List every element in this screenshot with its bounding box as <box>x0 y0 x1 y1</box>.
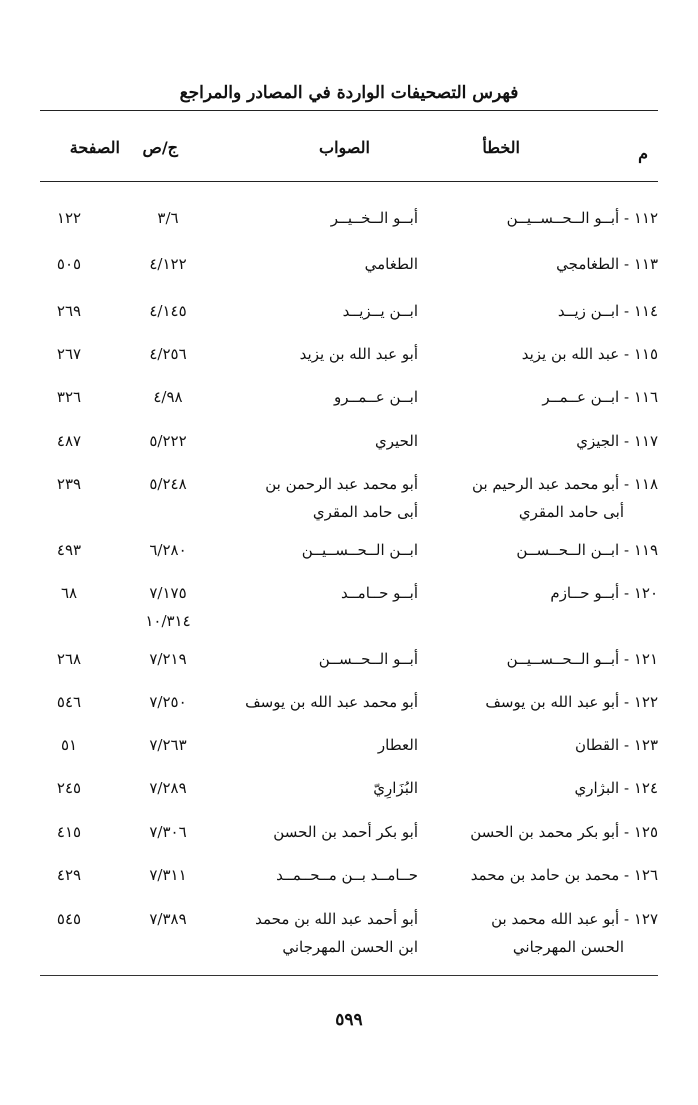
column-header-wrong: الخطأ <box>482 138 520 157</box>
wrong-cell <box>430 250 658 278</box>
wrong-cell <box>430 340 658 368</box>
page-cell <box>40 579 98 607</box>
column-header-volume-page: ج/ص <box>142 138 178 157</box>
correct-cell <box>218 340 418 368</box>
page-cell-line: ٢٦٩ <box>56 302 82 320</box>
wrong-cell-line-2: الحسن المهرجاني <box>512 938 624 956</box>
column-header-correct: الصواب <box>319 138 370 157</box>
page-cell <box>40 250 98 278</box>
page-cell-line: ٥٤٥ <box>56 910 82 928</box>
correct-cell-line: الطغامي <box>364 255 418 273</box>
correct-cell-line-2: أبى حامد المقري <box>312 503 418 521</box>
wrong-cell <box>430 905 658 961</box>
wrong-cell <box>430 579 658 607</box>
page-cell <box>40 297 98 325</box>
correct-cell-line: أبو محمد عبد الله بن يوسف <box>245 693 418 711</box>
volume-page-cell-line-2: ١٠/٣١٤ <box>145 612 191 630</box>
wrong-cell-line: ١١٧ - الجيزي <box>576 432 658 450</box>
correct-cell-line: ابــن يــزيــد <box>342 302 418 320</box>
correct-cell-line: أبو محمد عبد الرحمن بن <box>265 475 418 493</box>
page-cell-line: ٢٤٥ <box>56 779 82 797</box>
correct-cell <box>218 774 418 802</box>
wrong-cell-line: ١١٦ - ابــن عــمــر <box>542 388 658 406</box>
correct-cell <box>218 536 418 564</box>
volume-page-cell-line: ٤/٢٥٦ <box>149 345 187 363</box>
wrong-cell <box>430 818 658 846</box>
wrong-cell <box>430 536 658 564</box>
volume-page-cell-line: ٤/١٤٥ <box>149 302 187 320</box>
volume-page-cell-line: ٧/٢١٩ <box>149 650 187 668</box>
page-cell <box>40 905 98 933</box>
wrong-cell <box>430 861 658 889</box>
wrong-cell-line: ١٢٢ - أبو عبد الله بن يوسف <box>485 693 658 711</box>
correct-cell <box>218 731 418 759</box>
wrong-cell-line: ١٢٥ - أبو بكر محمد بن الحسن <box>470 823 658 841</box>
wrong-cell-line: ١١٥ - عبد الله بن يزيد <box>521 345 658 363</box>
page-number: ٥٩٩ <box>335 1010 363 1030</box>
wrong-cell <box>430 297 658 325</box>
wrong-cell <box>430 204 658 232</box>
volume-page-cell-line: ٤/٩٨ <box>153 388 183 406</box>
wrong-cell-line: ١٢٠ - أبــو حــازم <box>550 584 658 602</box>
volume-page-cell-line: ٧/١٧٥ <box>149 584 187 602</box>
volume-page-cell <box>118 818 218 846</box>
page-cell <box>40 383 98 411</box>
volume-page-cell <box>118 427 218 455</box>
page-cell <box>40 470 98 498</box>
volume-page-cell-line: ٣/٦ <box>157 209 179 227</box>
page-cell-line: ٤٩٣ <box>56 541 82 559</box>
volume-page-cell <box>118 579 218 635</box>
volume-page-cell <box>118 774 218 802</box>
volume-page-cell-line: ٧/٣١١ <box>149 866 187 884</box>
correct-cell <box>218 427 418 455</box>
page-cell <box>40 774 98 802</box>
wrong-cell-line: ١٢٤ - البژاري <box>574 779 658 797</box>
page-cell-line: ٣٢٦ <box>56 388 82 406</box>
correct-cell <box>218 250 418 278</box>
column-header-number: م <box>638 144 648 163</box>
volume-page-cell <box>118 731 218 759</box>
wrong-cell-line: ١١٨ - أبو محمد عبد الرحيم بن <box>472 475 658 493</box>
correct-cell <box>218 470 418 526</box>
volume-page-cell-line: ٧/٢٨٩ <box>149 779 187 797</box>
volume-page-cell <box>118 204 218 232</box>
correct-cell-line: العطار <box>377 736 418 754</box>
volume-page-cell <box>118 861 218 889</box>
wrong-cell-line: ١١٢ - أبــو الــحــســيــن <box>506 209 658 227</box>
page-cell <box>40 340 98 368</box>
correct-cell <box>218 861 418 889</box>
correct-cell-line: أبــو الــحــســن <box>318 650 418 668</box>
correct-cell <box>218 645 418 673</box>
volume-page-cell-line: ٦/٢٨٠ <box>149 541 187 559</box>
page-title: فهرس التصحيفات الواردة في المصادر والمراجع <box>179 83 519 103</box>
volume-page-cell-line: ٧/٢٥٠ <box>149 693 187 711</box>
wrong-cell <box>430 645 658 673</box>
correct-cell-line: ابــن عــمــرو <box>333 388 418 406</box>
wrong-cell <box>430 383 658 411</box>
page-cell <box>40 645 98 673</box>
correct-cell-line: حــامــد بــن مــحــمــد <box>276 866 418 884</box>
wrong-cell-line: ١٢١ - أبــو الــحــســيــن <box>506 650 658 668</box>
page-cell <box>40 536 98 564</box>
correct-cell-line: الحيري <box>375 432 418 450</box>
page-cell-line: ٤١٥ <box>56 823 82 841</box>
correct-cell <box>218 818 418 846</box>
correct-cell-line-2: ابن الحسن المهرجاني <box>282 938 418 956</box>
correct-cell-line: أبو بكر أحمد بن الحسن <box>273 823 418 841</box>
correct-cell-line: أبــو الــخــيــر <box>330 209 418 227</box>
volume-page-cell-line: ٧/٢٦٣ <box>149 736 187 754</box>
wrong-cell-line: ١١٣ - الطغامجي <box>556 255 658 273</box>
wrong-cell <box>430 688 658 716</box>
wrong-cell <box>430 731 658 759</box>
wrong-cell-line: ١٢٣ - القطان <box>575 736 658 754</box>
page-cell-line: ٤٢٩ <box>56 866 82 884</box>
correct-cell <box>218 204 418 232</box>
wrong-cell-line: ١٢٧ - أبو عبد الله محمد بن <box>491 910 658 928</box>
page-cell-line: ٢٦٨ <box>56 650 82 668</box>
wrong-cell <box>430 470 658 526</box>
volume-page-cell-line: ٥/٢٢٢ <box>149 432 187 450</box>
wrong-cell-line: ١١٤ - ابــن زيــد <box>557 302 658 320</box>
page-cell-line: ٢٣٩ <box>56 475 82 493</box>
correct-cell <box>218 297 418 325</box>
page-cell-line: ٢٦٧ <box>56 345 82 363</box>
correct-cell-line: أبو أحمد عبد الله بن محمد <box>255 910 418 928</box>
volume-page-cell <box>118 688 218 716</box>
page-cell-line: ٦٨ <box>60 584 78 602</box>
page-cell <box>40 731 98 759</box>
page-cell <box>40 688 98 716</box>
volume-page-cell <box>118 536 218 564</box>
correct-cell <box>218 905 418 961</box>
volume-page-cell-line: ٧/٣٠٦ <box>149 823 187 841</box>
page-cell <box>40 427 98 455</box>
wrong-cell <box>430 427 658 455</box>
volume-page-cell <box>118 905 218 933</box>
page-cell-line: ٥٤٦ <box>56 693 82 711</box>
correct-cell <box>218 383 418 411</box>
volume-page-cell <box>118 645 218 673</box>
correct-cell <box>218 688 418 716</box>
volume-page-cell-line: ٧/٣٨٩ <box>149 910 187 928</box>
volume-page-cell <box>118 470 218 498</box>
volume-page-cell <box>118 340 218 368</box>
correct-cell-line: أبــو حــامــد <box>341 584 418 602</box>
volume-page-cell <box>118 250 218 278</box>
column-header-page: الصفحة <box>69 138 120 157</box>
bottom-divider <box>40 975 658 976</box>
volume-page-cell <box>118 383 218 411</box>
page-cell <box>40 818 98 846</box>
page-cell-line: ١٢٢ <box>56 209 82 227</box>
wrong-cell <box>430 774 658 802</box>
volume-page-cell-line: ٤/١٢٢ <box>149 255 187 273</box>
volume-page-cell <box>118 297 218 325</box>
correct-cell-line: البُزَارِيّ <box>373 779 418 797</box>
page-cell <box>40 861 98 889</box>
page-cell-line: ٥١ <box>60 736 78 754</box>
page-cell-line: ٥٠٥ <box>56 255 82 273</box>
page-cell <box>40 204 98 232</box>
page-cell-line: ٤٨٧ <box>56 432 82 450</box>
correct-cell-line: ابــن الــحــســيــن <box>301 541 418 559</box>
wrong-cell-line-2: أبى حامد المقري <box>518 503 624 521</box>
wrong-cell-line: ١١٩ - ابــن الــحــســن <box>516 541 658 559</box>
volume-page-cell-line: ٥/٢٤٨ <box>149 475 187 493</box>
correct-cell <box>218 579 418 607</box>
wrong-cell-line: ١٢٦ - محمد بن حامد بن محمد <box>470 866 658 884</box>
correct-cell-line: أبو عبد الله بن يزيد <box>299 345 418 363</box>
